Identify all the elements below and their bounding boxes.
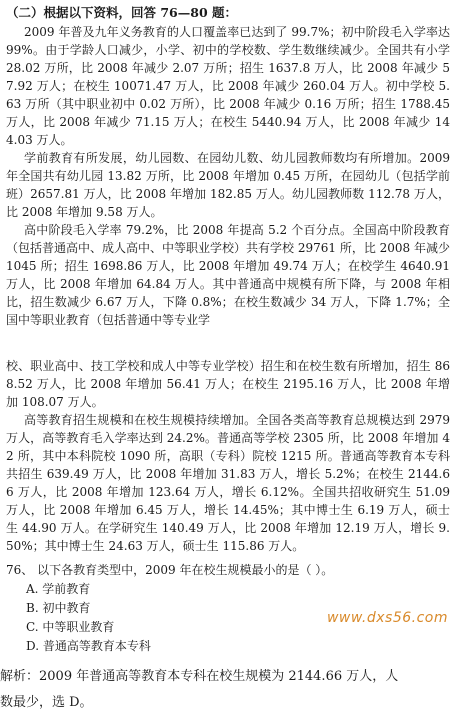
paragraph-higher-education: 高等教育招生规模和在校生规模持续增加。全国各类高等教育总规模达到 2979 万人，高等教育毛入学率达到 24.2%。普通高等学校 2305 所，比 2008 年增加 42 所，其中本科院校 1090 所，高职（专科）院校 1215 所。普通高等教育本专科共招生 639.49 万人，比 2008 年增加 31.83 万人，增长 5.2%；在校生 2144.66 万人，比 2008 年增加 123.64 万人，增长 6.12%。全国共招收研究生 51.09 万人，比 2008 年增加 6.45 万人，增长 14.45%；其中博士生 6.19 万人，硕士生 44.90 万人。在学研究生 140.49 万人，比 2008 年增加 12.19 万人，增长 9.50%；其中博士生 24.63 万人，硕士生 115.86 万人。 xyxy=(6,413,450,553)
analysis-line-2: 数最少，选 D。 xyxy=(0,695,93,710)
paragraph-compulsory-education: 2009 年普及九年义务教育的人口覆盖率已达到了 99.7%；初中阶段毛入学率达 99%。由于学龄人口减少，小学、初中的学校数、学生数继续减少。全国共有小学 28.02 万所，比 2008 年减少 2.07 万所；招生 1637.8 万人，比 2008 年减少 57.92 万人；在校生 10071.47 万人，比 2008 年减少 260.04 万人。初中学校 5.63 万所（其中职业初中 0.02 万所），比 2008 年减少 0.16 万所；招生 1788.45 万人，比 2008 年减少 71.15 万人；在校生 5440.94 万人，比 2008 年减少 144.03 万人。 xyxy=(6,25,450,147)
option-a: A. 学前教育 xyxy=(26,582,91,596)
analysis-text xyxy=(0,664,450,716)
site-watermark: www.dxs56.com xyxy=(326,610,448,626)
question-76: 76、 以下各教育类型中，2009 年在校生规模最小的是（ ）。 xyxy=(6,563,334,577)
analysis-line-1: 解析：2009 年普通高等教育本专科在校生规模为 2144.66 万人，人 xyxy=(0,669,399,684)
option-c: C. 中等职业教育 xyxy=(26,620,115,634)
paragraph-preschool-education: 学前教育有所发展，幼儿园数、在园幼儿数、幼儿园教师数均有所增加。2009 年全国共有幼儿园 13.82 万所，比 2008 年增加 0.45 万所，在园幼儿（包括学前班）2657.81 万人，比 2008 年增加 182.85 万人。幼儿园教师数 112.78 万人，比 2008 年增加 9.58 万人。 xyxy=(6,151,450,219)
page-gap xyxy=(6,329,450,357)
section-heading: （二）根据以下资料，回答 76—80 题： xyxy=(6,5,237,20)
option-d: D. 普通高等教育本专科 xyxy=(26,639,151,653)
paragraph-vocational-continuation: 校、职业高中、技工学校和成人中等专业学校）招生和在校生数有所增加，招生 868.52 万人，比 2008 年增加 56.41 万人；在校生 2195.16 万人，比 2008 年增加 108.07 万人。 xyxy=(6,359,450,409)
option-b: B. 初中教育 xyxy=(26,601,91,615)
paragraph-high-school-education: 高中阶段毛入学率 79.2%，比 2008 年提高 5.2 个百分点。全国高中阶段教育（包括普通高中、成人高中、中等职业学校）共有学校 29761 所，比 2008 年减少 1045 所；招生 1698.86 万人，比 2008 年增加 49.74 万人；在校学生 4640.91 万人，比 2008 年增加 64.84 万人。其中普通高中规模有所下降，与 2008 年相比，招生数减少 6.67 万人，下降 0.8%；在校生数减少 34 万人，下降 1.7%；全国中等职业教育（包括普通中等专业学 xyxy=(6,223,450,327)
